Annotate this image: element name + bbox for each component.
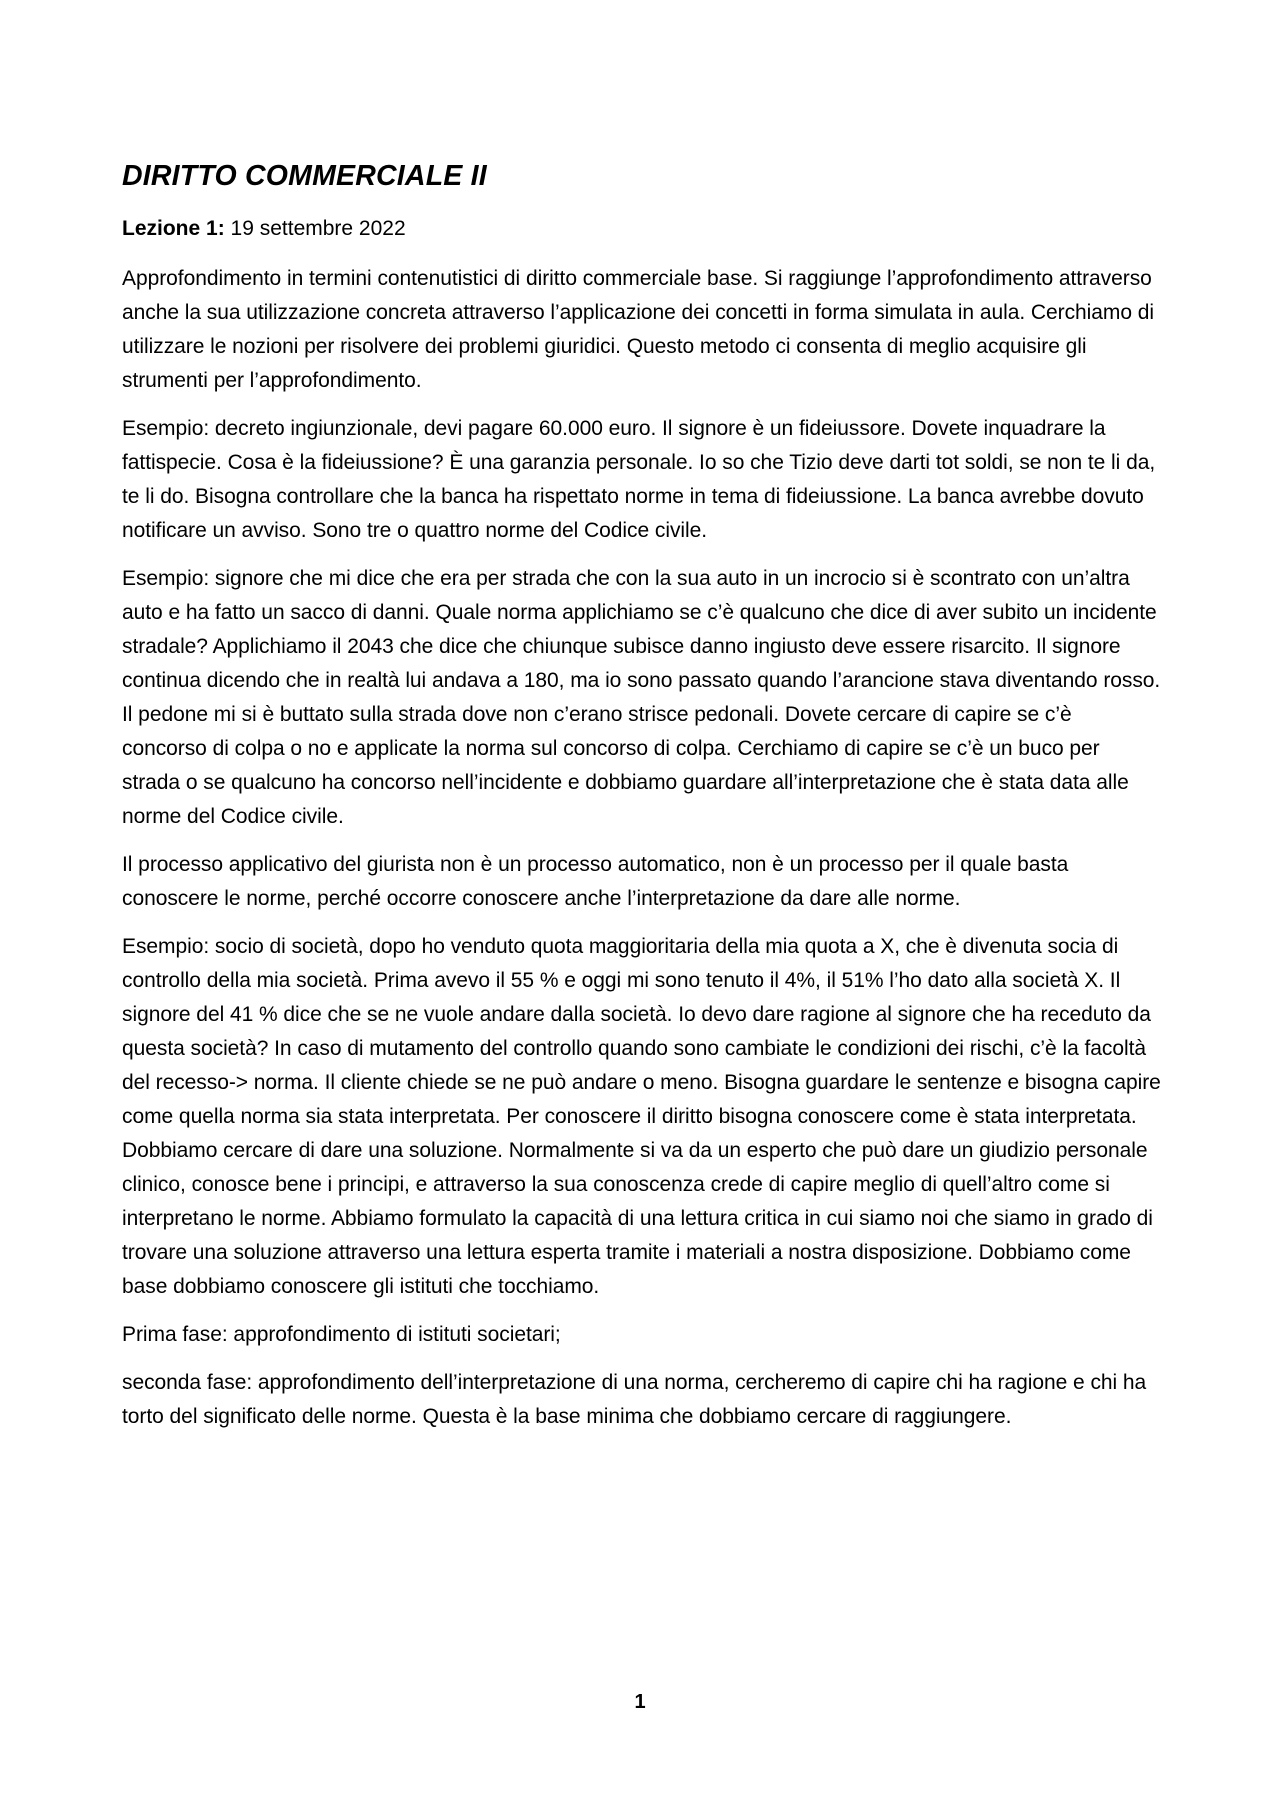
document-title: DIRITTO COMMERCIALE II: [122, 160, 487, 192]
page-number: 1: [634, 1691, 646, 1713]
paragraph-intro: Approfondimento in termini contenutistici di diritto commerciale base. Si raggiunge l’approfondimento attraverso anche la sua utilizzazione concreta attraverso l’applicazione dei concetti in forma simulata in aula. Cerchiamo di utilizzare le nozioni per risolvere dei problemi giuridici. Questo metodo ci consenta di meglio acquisire gli strumenti per l’approfondimento.: [122, 267, 1155, 392]
paragraph-example-incidente: Esempio: signore che mi dice che era per strada che con la sua auto in un incrocio si è scontrato con un’altra auto e ha fatto un sacco di danni. Quale norma applichiamo se c’è qualcuno che dice di aver subito un incidente stradale? Applichiamo il 2043 che dice che chiunque subisce danno ingiusto deve essere risarcito. Il signore continua dicendo che in realtà lui andava a 180, ma io sono passato quando l’arancione stava diventando rosso. Il pedone mi si è buttato sulla strada dove non c’erano strisce pedonali. Dovete cercare di capire se c’è concorso di colpa o no e applicate la norma sul concorso di colpa. Cerchiamo di capire se c’è un buco per strada o se qualcuno ha concorso nell’incidente e dobbiamo guardare all’interpretazione che è stata data alle norme del Codice civile.: [122, 567, 1161, 828]
lesson-date: 19 settembre 2022: [230, 217, 406, 240]
paragraph-seconda-fase: seconda fase: approfondimento dell’interpretazione di una norma, cercheremo di capire chi ha ragione e chi ha torto del significato delle norme. Questa è la base minima che dobbiamo cercare di raggiungere.: [122, 1371, 1147, 1428]
paragraph-example-fideiussione: Esempio: decreto ingiunzionale, devi pagare 60.000 euro. Il signore è un fideiussore. Dovete inquadrare la fattispecie. Cosa è la fideiussione? È una garanzia personale. Io so che Tizio deve darti tot soldi, se non te li da, te li do. Bisogna controllare che la banca ha rispettato norme in tema di fideiussione. La banca avrebbe dovuto notificare un avviso. Sono tre o quattro norme del Codice civile.: [122, 417, 1156, 542]
lesson-label: Lezione 1:: [122, 217, 225, 240]
document-body: [122, 156, 1162, 1448]
paragraph-example-societa: Esempio: socio di società, dopo ho venduto quota maggioritaria della mia quota a X, che è divenuta socia di controllo della mia società. Prima avevo il 55 % e oggi mi sono tenuto il 4%, il 51% l’ho dato alla società X. Il signore del 41 % dice che se ne vuole andare dalla società. Io devo dare ragione al signore che ha receduto da questa società? In caso di mutamento del controllo quando sono cambiate le condizioni dei rischi, c’è la facoltà del recesso-> norma. Il cliente chiede se ne può andare o meno. Bisogna guardare le sentenze e bisogna capire come quella norma sia stata interpretata. Per conoscere il diritto bisogna conoscere come è stata interpretata. Dobbiamo cercare di dare una soluzione. Normalmente si va da un esperto che può dare un giudizio personale clinico, conosce bene i principi, e attraverso la sua conoscenza crede di capire meglio di quell’altro come si interpretano le norme. Abbiamo formulato la capacità di una lettura critica in cui siamo noi che siamo in grado di trovare una soluzione attraverso una lettura esperta tramite i materiali a nostra disposizione. Dobbiamo come base dobbiamo conoscere gli istituti che tocchiamo.: [122, 935, 1161, 1298]
paragraph-processo-applicativo: Il processo applicativo del giurista non è un processo automatico, non è un processo per il quale basta conoscere le norme, perché occorre conoscere anche l’interpretazione da dare alle norme.: [122, 853, 1069, 910]
lesson-heading: [122, 212, 1162, 246]
paragraph-prima-fase: Prima fase: approfondimento di istituti societari;: [122, 1323, 561, 1346]
